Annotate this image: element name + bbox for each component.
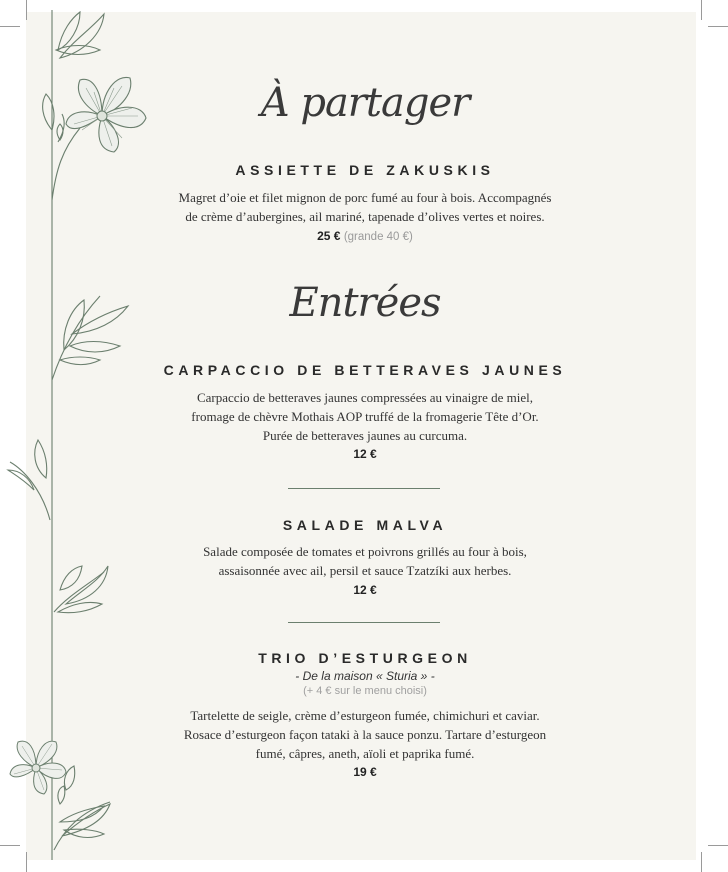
dish-name: TRIO D’ESTURGEON	[258, 650, 472, 666]
dish-price	[130, 447, 600, 461]
crop-mark	[701, 852, 702, 872]
description-line: fromage de chèvre Mothais AOP truffé de la fromagerie Tête d’Or.	[191, 409, 539, 424]
flower-icon	[6, 734, 68, 796]
section-title: Entrées	[289, 280, 441, 326]
dish-price	[130, 229, 600, 243]
description-line: de crème d’aubergines, ail mariné, tapenade d’olives vertes et noires.	[185, 209, 545, 224]
dish-description	[130, 188, 600, 226]
divider	[288, 488, 440, 489]
description-line: Purée de betteraves jaunes au curcuma.	[262, 428, 468, 443]
description-line: fumé, câpres, aneth, aïoli et paprika fumé.	[255, 746, 475, 761]
dish-price	[130, 583, 600, 597]
description-line: Carpaccio de betteraves jaunes compressées au vinaigre de miel,	[196, 390, 534, 405]
dish-name: SALADE MALVA	[282, 517, 448, 533]
crop-mark	[708, 845, 728, 846]
description-line: Rosace d’esturgeon façon tataki à la sauce ponzu. Tartare d’esturgeon	[183, 727, 547, 742]
price-value: 19 €	[353, 765, 377, 779]
price-value: 25 €	[317, 229, 341, 243]
dish-description	[130, 706, 600, 763]
dish-name: CARPACCIO DE BETTERAVES JAUNES	[163, 362, 567, 378]
price-note: (grande 40 €)	[343, 231, 413, 243]
price-value: 12 €	[353, 583, 377, 597]
dish-description	[130, 388, 600, 445]
description-line: Magret d’oie et filet mignon de porc fumé au four à bois. Accompagnés	[178, 190, 552, 205]
dish-description	[130, 542, 600, 580]
description-line: Salade composée de tomates et poivrons grillés au four à bois,	[203, 544, 527, 559]
description-line: assaisonnée avec ail, persil et sauce Tzatzíki aux herbes.	[218, 563, 512, 578]
dish-price	[130, 765, 600, 779]
supplement-note: (+ 4 € sur le menu choisi)	[303, 685, 427, 697]
dish-subtitle: - De la maison « Sturia » -	[295, 669, 435, 683]
price-value: 12 €	[353, 447, 377, 461]
section-title: À partager	[260, 80, 470, 126]
description-line: Tartelette de seigle, crème d’esturgeon fumée, chimichuri et caviar.	[190, 708, 540, 723]
crop-mark	[701, 0, 702, 20]
crop-mark	[708, 26, 728, 27]
divider	[288, 622, 440, 623]
dish-name: ASSIETTE DE ZAKUSKIS	[235, 162, 495, 178]
